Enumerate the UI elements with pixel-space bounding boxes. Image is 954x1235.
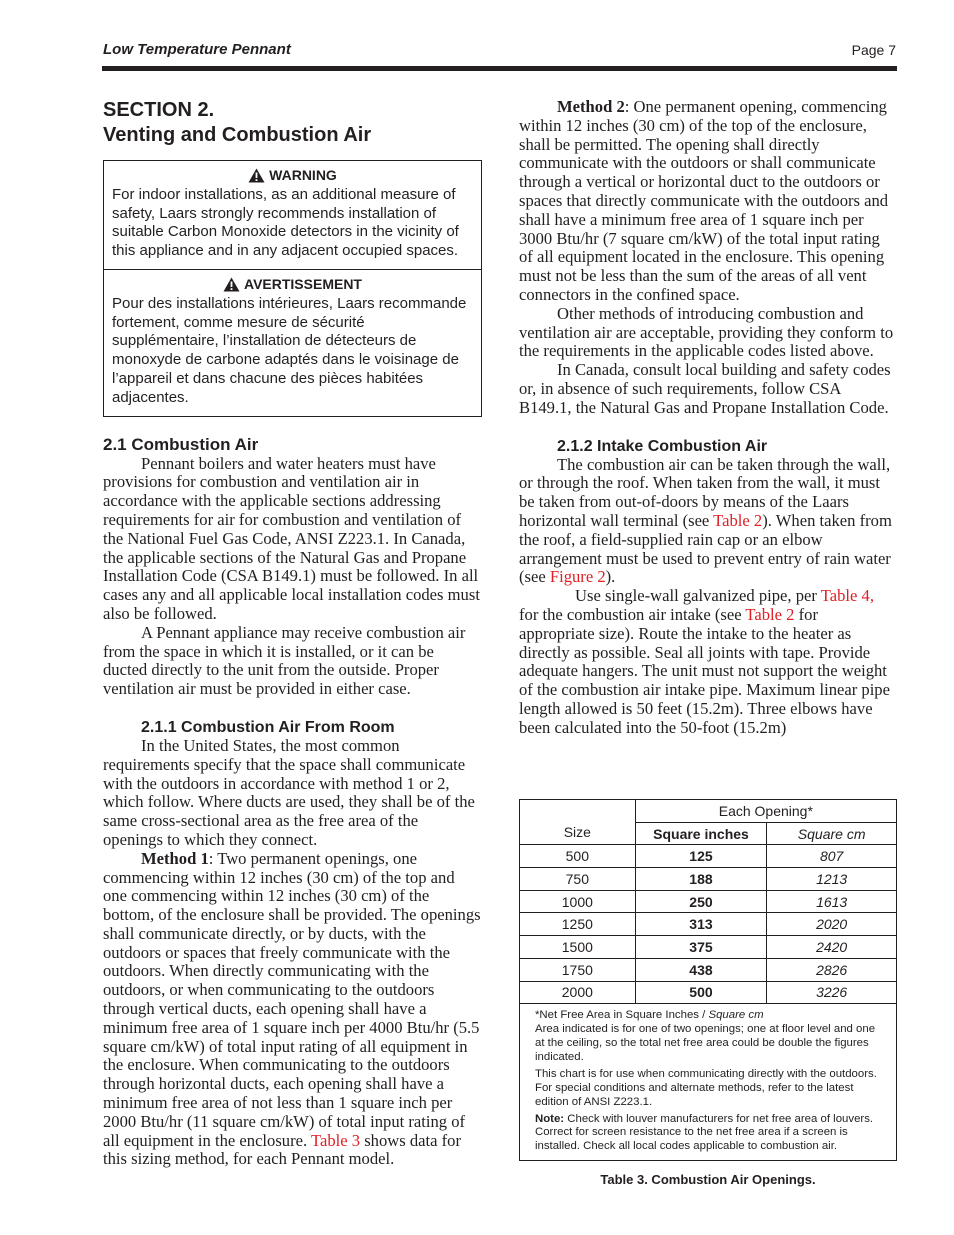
s211-paragraph-1: In the United States, the most common requirements specify that the space shall communicate with the outdoors in accordance with method 1 or 2, which follow. Where ducts are used, they shall be of the same cross-sectional area as the free area of the openings to which they connect. [103,735,475,849]
table-notes [519,1004,897,1161]
table-row [520,958,897,981]
table-row [520,913,897,936]
warning-triangle-icon [248,168,265,183]
warning-english [104,161,481,269]
method-1-tail: shows data for this sizing method, for each Pennant model. [103,1130,461,1169]
header-size: Size [520,800,636,845]
table-3 [519,799,897,1187]
other-methods-paragraph: Other methods of introducing combustion and ventilation air are acceptable, providing they conform to the requirements in the applicable codes listed above. [519,303,894,361]
cell-size: 1000 [520,890,636,913]
canada-paragraph: In Canada, consult local building and safety codes or, in absence of such requirements, follow CSA B149.1, the Natural Gas and Propane Installation Code. [519,360,891,417]
header-square-inches: Square inches [635,822,767,845]
cell-size: 750 [520,868,636,891]
table-caption: Table 3. Combustion Air Openings. [600,1172,816,1188]
cell-size: 500 [520,845,636,868]
table-row [520,868,897,891]
section-number: SECTION 2. [103,99,215,121]
cell-size: 2000 [520,981,636,1004]
avertissement-title: AVERTISSEMENT [244,275,362,292]
heading-2-1: 2.1 Combustion Air [103,434,259,454]
cell-sqcm: 1613 [767,890,897,913]
cell-sqcm: 2826 [767,958,897,981]
left-column [103,98,481,1169]
cell-sqin: 188 [635,868,767,891]
heading-2-1-2: 2.1.2 Intake Combustion Air [557,437,768,455]
method-1-label: Method 1 [141,848,209,868]
section-name: Venting and Combustion Air [103,124,372,146]
figure-2-link[interactable]: Figure 2 [549,567,606,587]
table-4-link[interactable]: Table 4, [820,586,874,606]
warning-box [103,160,482,417]
s212-paragraph-2: Use single-wall galvanized pipe, per Table 4, for the combustion air intake (see Table 2 for appropriate size). Route the intake to the heater as directly as possible. Seal all joints with tape. Provide adequate hangers. The unit must not support the weight of the combustion air intake pipe. Maximum linear pipe length allowed is 50 feet (15.2m). Three elbows have been calculated into the 50-foot (15.2m) [519,586,890,737]
combustion-air-openings-table [519,799,897,1004]
heading-2-1-1: 2.1.1 Combustion Air From Room [141,718,395,736]
cell-sqin: 250 [635,890,767,913]
header-square-cm: Square cm [767,822,897,845]
table-2-link[interactable]: Table 2 [745,604,795,624]
warning-title: WARNING [269,167,337,183]
method-1-paragraph [103,850,481,1170]
warning-text: For indoor installations, as an additional measure of safety, Laars strongly recommends installation of suitable Carbon Monoxide detectors in the vicinity of this appliance and in any adjacent occupied spaces. [112,185,459,260]
cell-sqcm: 2420 [767,936,897,959]
s21-paragraph-2: A Pennant appliance may receive combustion air from the space in which it is installed, or it can be ducted directly to the unit from the outside. Proper ventilation air must be provided in either case. [103,622,466,699]
note-3: Note: Check with louver manufacturers for net free area of louvers. Correct for screen resistance to the net free area if a screen is installed. Check all local codes applicable to combustion air. [535,1112,874,1153]
warning-triangle-icon [223,277,240,292]
table-row [520,845,897,868]
cell-sqcm: 3226 [767,981,897,1004]
page-number: Page 7 [851,42,896,58]
right-column [519,98,897,738]
cell-sqin: 375 [635,936,767,959]
cell-sqin: 125 [635,845,767,868]
cell-sqin: 313 [635,913,767,936]
cell-sqin: 438 [635,958,767,981]
cell-sqin: 500 [635,981,767,1004]
method-2-text: : One permanent opening, commencing within 12 inches (30 cm) of the top of the enclosure, shall be permitted. The opening shall directly communicate with the outdoors or shall communicate through a vertical or horizontal duct to the outdoors or spaces that directly communicate with the outdoors and shall have a minimum free area of 1 square inch per 3000 Btu/hr (7 square cm/kW) of the total input rating of all equipment located in the enclosure. This opening must not be less than the sum of the areas of all vent connectors in the confined space. [519,97,889,304]
method-2-label: Method 2 [557,97,625,116]
s21-paragraph-1: Pennant boilers and water heaters must have provisions for combustion and ventilation air in accordance with the applicable sections addressing requirements for air for combustion and ventilation of the National Fuel Gas Code, ANSI Z223.1. In Canada, the applicable sections of the Natural Gas and Propane Installation Code (CSA B149.1) must be followed. In all cases any and all applicable local installation codes must also be followed. [103,453,480,623]
table-3-link[interactable]: Table 3 [310,1130,361,1150]
method-2-paragraph [519,98,897,305]
running-header-title: Low Temperature Pennant [103,41,291,58]
warning-french [104,269,481,416]
cell-sqcm: 807 [767,845,897,868]
note-1: *Net Free Area in Square Inches / Square cm Area indicated is for one of two openings; one at floor level and one at the ceiling, so the total net free area could be double the figures indicated. [535,1009,876,1063]
table-row [520,890,897,913]
table-row [520,981,897,1004]
cell-size: 1500 [520,936,636,959]
header-each-opening: Each Opening* [635,800,896,823]
cell-size: 1250 [520,913,636,936]
table-row [520,936,897,959]
s212-paragraph-1: The combustion air can be taken through the wall, or through the roof. When taken from the wall, it must be taken from out-of-doors by means of the Laars horizontal wall terminal (see Table 2). When taken from the roof, a field-supplied rain cap or an elbow arrangement must be used to prevent entry of rain water (see Figure 2). [519,454,892,587]
header-rule [102,66,897,71]
cell-sqcm: 2020 [767,913,897,936]
section-title [103,98,481,148]
note-2: This chart is for use when communicating directly with the outdoors. For special conditions and alternate methods, refer to the latest edition of ANSI Z223.1. [535,1067,877,1108]
method-1-text: : Two permanent openings, one commencing within 12 inches (30 cm) of the top and one commencing within 12 inches (30 cm) of the bottom, of the enclosure shall be provided. The openings shall communicate directly, or by ducts, with the outdoors or spaces that freely communicate with the outdoors. When directly communicating with the outdoors, or when communicating to the outdoors through vertical ducts, each opening shall have a minimum free area of 1 square inch per 4000 Btu/hr (5.5 square cm/kW) of total input rating of all equipment in the enclosure. When communicating to the outdoors through horizontal ducts, each opening shall have a minimum free area of not less than 1 square inch per 2000 Btu/hr (11 square cm/kW) of total input rating of all equipment in the enclosure. [103,848,481,1150]
cell-sqcm: 1213 [767,868,897,891]
table-2-link[interactable]: Table 2 [713,510,763,530]
avertissement-text: Pour des installations intérieures, Laars recommande fortement, comme mesure de sécurité supplémentaire, l’installation de détecteurs de monoxyde de carbone adaptés dans le voisinage de l’appareil et dans chacune des pièces habitées adjacentes. [112,294,467,406]
cell-size: 1750 [520,958,636,981]
